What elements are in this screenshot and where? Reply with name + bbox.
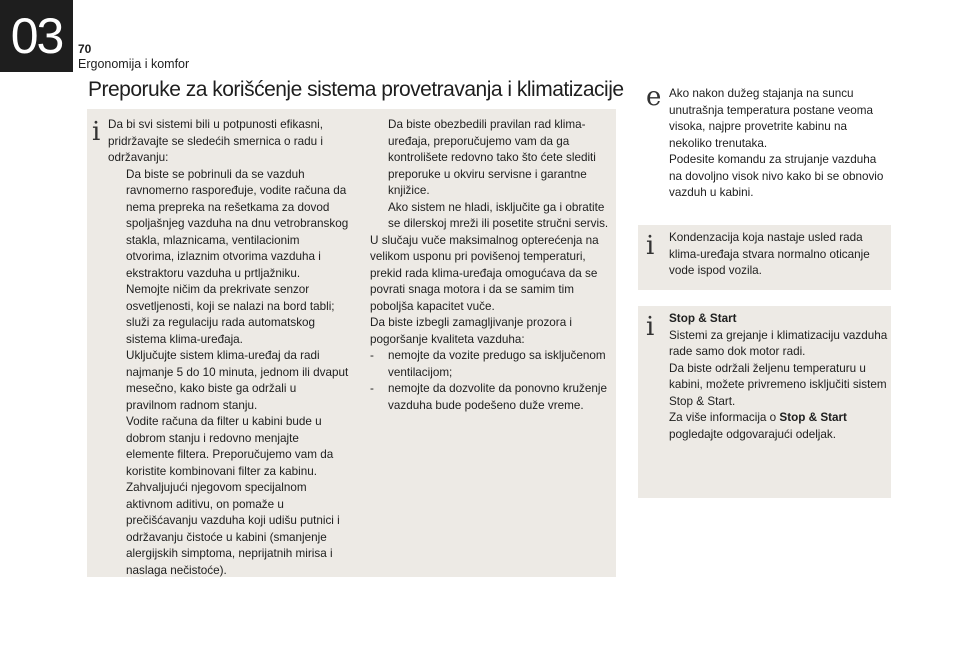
right-column xyxy=(370,117,610,414)
list-item-text: Ako sistem ne hladi, isključite ga i obratite se dilerskoj mreži ili posetite stručni servis. xyxy=(388,200,609,230)
stop-start-line: Za više informacija o Stop & Start xyxy=(669,411,847,424)
info-icon: i xyxy=(92,117,101,147)
page-title: Preporuke za korišćenje sistema provetravanja i klimatizacije xyxy=(88,78,624,101)
info-icon: i xyxy=(646,312,655,342)
list-item xyxy=(370,381,610,414)
dash-mark: - xyxy=(370,349,374,362)
right-bullet-list xyxy=(370,117,610,233)
towing-text: U slučaju vuče maksimalnog opterećenja na velikom usponu pri povišenoj temperaturi, prekid rada klima-uređaja omogućava da se povrati snaga motora i da se samim tim poboljša kapacitet vuče. xyxy=(370,233,599,313)
stop-start-line: pogledajte odgovarajući odeljak. xyxy=(669,427,836,441)
eco-note-line: Podesite komandu za strujanje vazduha na dovoljno visok nivo kako bi se obnovio vazduh u kabini. xyxy=(669,153,884,199)
list-item xyxy=(370,348,610,381)
fogging-text: Da biste izbegli zamagljivanje prozora i pogoršanje kvaliteta vazduha: xyxy=(370,316,573,346)
list-item-text: Uključujte sistem klima-uređaj da radi najmanje 5 do 10 minuta, jednom ili dvaput mesečno, kako biste ga održali u pravilnom radnom stanju. xyxy=(126,349,349,412)
list-item-text: nemojte da vozite predugo sa isključenom ventilacijom; xyxy=(388,349,606,379)
eco-note xyxy=(638,82,888,210)
dash-mark: - xyxy=(370,382,374,395)
stop-start-text xyxy=(669,311,889,443)
condensation-text: Kondenzacija koja nastaje usled rada klima-uređaja stvara normalno oticanje vode ispod vozila. xyxy=(669,231,870,277)
stop-start-line: Da biste održali željenu temperaturu u kabini, možete privremeno isključiti sistem Stop & Start. xyxy=(669,361,887,408)
page-number: 70 xyxy=(78,42,92,56)
list-item-text: Da biste se pobrinuli da se vazduh ravnomerno raspoređuje, vodite računa da nema prepreka na rešetkama za dovod spoljašnjeg vazduha na dnu vetrobranskog stakla, mlaznicama, ventilacionim otvorima, izlaznim otvorima vazduha i ekstraktoru vazduha u prtljažniku. xyxy=(126,167,349,280)
list-item xyxy=(108,167,350,283)
list-item-text: Vodite računa da filter u kabini bude u dobrom stanju i redovno menjajte elemente filtera. Preporučujemo vam da koristite kombinovani filter za kabinu. Zahvaljujući njegovom specijalnom aktivnom aditivu, on pomaže u prečišćavanju vazduha koji udišu putnici i održavanju čistoće u kabini (smanjenje alergijskih simptoma, neprijatnih mirisa i naslaga nečistoće). xyxy=(126,415,340,577)
list-item xyxy=(108,348,350,414)
eco-note-line: Ako nakon dužeg stajanja na suncu unutrašnja temperatura postane veoma visoka, najpre provetrite kabinu na nekoliko trenutaka. xyxy=(669,87,874,150)
condensation-note xyxy=(638,225,891,290)
fogging-list xyxy=(370,348,610,414)
list-item xyxy=(108,414,350,579)
eco-icon: e xyxy=(646,82,662,112)
stop-start-title: Stop & Start xyxy=(669,312,737,325)
list-item xyxy=(108,282,350,348)
stop-start-line: Sistemi za grejanje i klimatizaciju vazduha rade samo dok motor radi. xyxy=(669,328,888,358)
section-name: Ergonomija i komfor xyxy=(78,57,190,71)
eco-note-text xyxy=(669,86,889,202)
intro-text: Da bi svi sistemi bili u potpunosti efikasni, pridržavajte se sledećih smernica o radu i održavanju: xyxy=(108,118,324,164)
list-item-text: Da biste obezbedili pravilan rad klima-uređaja, preporučujemo vam da ga kontrolišete redovno tako što ćete slediti preporuke u okviru servisne i garantne knjižice. xyxy=(388,118,596,197)
list-item-text: nemojte da dozvolite da ponovno kruženje vazduha bude podešeno duže vreme. xyxy=(388,382,607,412)
info-icon: i xyxy=(646,231,655,261)
recommendations-panel xyxy=(87,109,616,577)
left-column xyxy=(108,117,350,579)
list-item xyxy=(370,117,610,200)
list-item xyxy=(370,200,610,233)
list-item-text: Nemojte ničim da prekrivate senzor osvetljenosti, koji se nalazi na bord tabli; služi za regulaciju rada automatskog sistema klima-uređaja. xyxy=(126,283,335,346)
chapter-tab: 03 xyxy=(0,0,73,72)
stop-start-note xyxy=(638,306,891,498)
left-bullet-list xyxy=(108,167,350,580)
